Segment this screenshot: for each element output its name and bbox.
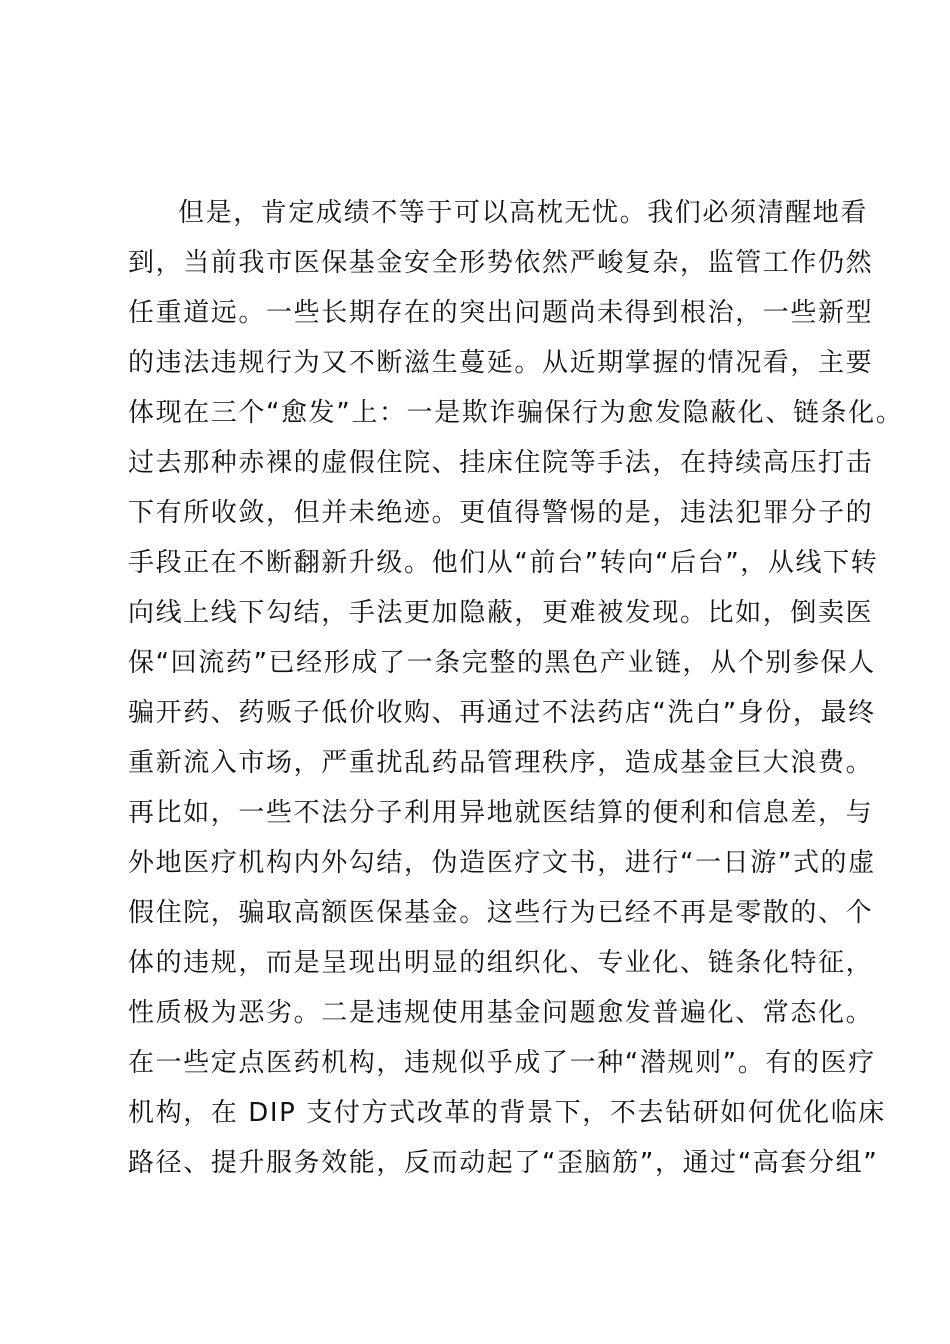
text-line: 路径、提升服务效能，反而动起了“歪脑筋”，通过“高套分组” [128,1148,879,1178]
text-line: 在一些定点医药机构，违规似乎成了一种“潜规则”。有的医疗 [128,1048,876,1078]
text-line: 体现在三个“愈发”上：一是欺诈骗保行为愈发隐蔽化、链条化。 [128,398,904,428]
body-paragraph [128,195,904,1195]
text-line: 假住院，骗取高额医保基金。这些行为已经不再是零散的、个 [128,898,874,928]
text-line: 但是，肯定成绩不等于可以高枕无忧。我们必须清醒地看 [178,198,869,228]
text-line: 性质极为恶劣。二是违规使用基金问题愈发普遍化、常态化。 [128,998,874,1028]
text-line: 的违法违规行为又不断滋生蔓延。从近期掌握的情况看，主要 [128,348,874,378]
text-line: 机构，在 DIP 支付方式改革的背景下，不去钻研如何优化临床 [128,1098,886,1128]
text-line: 手段正在不断翻新升级。他们从“前台”转向“后台”，从线下转 [128,548,879,578]
text-line: 过去那种赤裸的虚假住院、挂床住院等手法，在持续高压打击 [128,448,874,478]
text-line: 下有所收敛，但并未绝迹。更值得警惕的是，违法犯罪分子的 [128,498,874,528]
text-line: 骗开药、药贩子低价收购、再通过不法药店“洗白”身份，最终 [128,698,876,728]
text-line: 重新流入市场，严重扰乱药品管理秩序，造成基金巨大浪费。 [128,748,874,778]
text-line: 任重道远。一些长期存在的突出问题尚未得到根治，一些新型 [128,298,874,328]
text-line: 到，当前我市医保基金安全形势依然严峻复杂，监管工作仍然 [128,248,874,278]
text-line: 再比如，一些不法分子利用异地就医结算的便利和信息差，与 [128,798,874,828]
text-line: 外地医疗机构内外勾结，伪造医疗文书，进行“一日游”式的虚 [128,848,876,878]
text-line: 保“回流药”已经形成了一条完整的黑色产业链，从个别参保人 [128,648,876,678]
text-line: 向线上线下勾结，手法更加隐蔽，更难被发现。比如，倒卖医 [128,598,874,628]
text-line: 体的违规，而是呈现出明显的组织化、专业化、链条化特征， [128,948,874,978]
